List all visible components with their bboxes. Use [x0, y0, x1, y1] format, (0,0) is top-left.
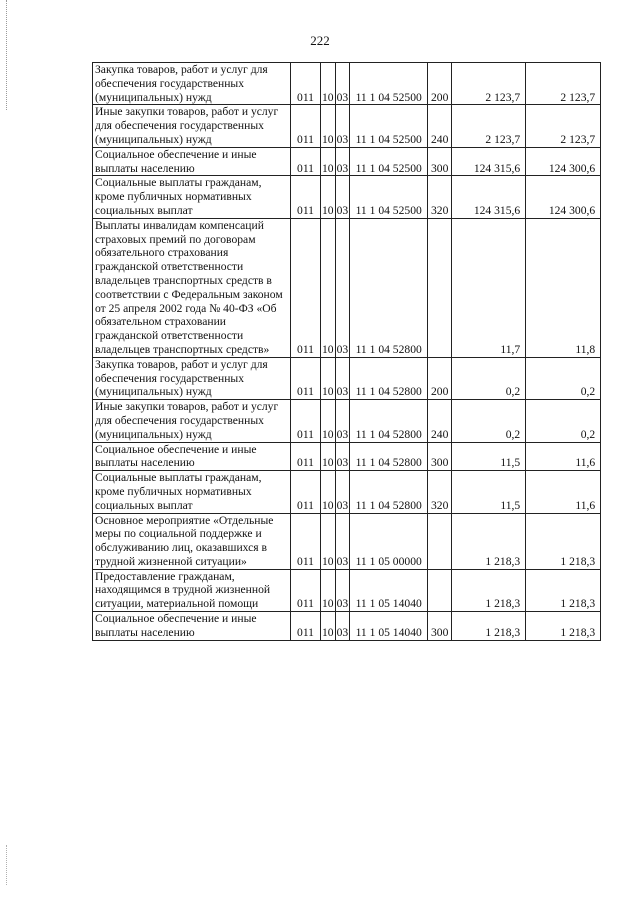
row-rz-cell: 10 — [321, 63, 336, 105]
table-body — [93, 63, 601, 641]
row-sum1-cell: 1 218,3 — [452, 569, 526, 611]
row-gr-cell: 011 — [291, 218, 321, 357]
row-sum1-cell: 1 218,3 — [452, 513, 526, 569]
row-sum1-cell: 124 315,6 — [452, 147, 526, 176]
row-csr-cell: 11 1 04 52800 — [350, 400, 428, 442]
row-gr-cell: 011 — [291, 147, 321, 176]
table-row — [93, 63, 601, 105]
row-sum1-cell: 1 218,3 — [452, 612, 526, 641]
row-name-cell: Закупка товаров, работ и услуг для обеспечения государственных (муниципальных) нужд — [93, 357, 291, 399]
row-name-cell: Социальные выплаты гражданам, кроме публичных нормативных социальных выплат — [93, 176, 291, 218]
row-sum2-cell: 2 123,7 — [526, 105, 601, 147]
row-sum2-cell: 11,8 — [526, 218, 601, 357]
budget-table-container — [92, 62, 601, 641]
row-rz-cell: 10 — [321, 218, 336, 357]
row-rz-cell: 10 — [321, 612, 336, 641]
row-sum2-cell: 11,6 — [526, 471, 601, 513]
row-vr-cell: 320 — [428, 471, 452, 513]
row-rz-cell: 10 — [321, 400, 336, 442]
row-csr-cell: 11 1 05 14040 — [350, 612, 428, 641]
row-name-cell: Социальное обеспечение и иные выплаты населению — [93, 612, 291, 641]
row-gr-cell: 011 — [291, 442, 321, 471]
row-csr-cell: 11 1 04 52500 — [350, 63, 428, 105]
row-sum2-cell: 2 123,7 — [526, 63, 601, 105]
table-row — [93, 569, 601, 611]
row-name-cell: Закупка товаров, работ и услуг для обеспечения государственных (муниципальных) нужд — [93, 63, 291, 105]
row-pr-cell: 03 — [335, 612, 350, 641]
row-gr-cell: 011 — [291, 569, 321, 611]
row-vr-cell — [428, 569, 452, 611]
row-rz-cell: 10 — [321, 569, 336, 611]
row-sum2-cell: 0,2 — [526, 357, 601, 399]
row-name-cell: Выплаты инвалидам компенсаций страховых премий по договорам обязательного страхования гражданской ответственности владельцев транспортных средств в соответствии с Федеральным законом от 25 апреля 2002 года № 40-ФЗ «Об обязательном страховании гражданской ответственности владельцев транспортных средств» — [93, 218, 291, 357]
row-sum1-cell: 0,2 — [452, 357, 526, 399]
row-gr-cell: 011 — [291, 105, 321, 147]
row-rz-cell: 10 — [321, 147, 336, 176]
table-row — [93, 218, 601, 357]
row-sum1-cell: 11,7 — [452, 218, 526, 357]
page-number: 222 — [310, 33, 330, 48]
row-name-cell: Социальное обеспечение и иные выплаты населению — [93, 442, 291, 471]
row-sum2-cell: 11,6 — [526, 442, 601, 471]
row-csr-cell: 11 1 04 52800 — [350, 442, 428, 471]
row-pr-cell: 03 — [335, 218, 350, 357]
row-rz-cell: 10 — [321, 442, 336, 471]
row-pr-cell: 03 — [335, 176, 350, 218]
row-pr-cell: 03 — [335, 105, 350, 147]
table-row — [93, 513, 601, 569]
row-csr-cell: 11 1 04 52800 — [350, 357, 428, 399]
row-rz-cell: 10 — [321, 176, 336, 218]
scan-margin-mark — [6, 0, 9, 110]
row-pr-cell: 03 — [335, 147, 350, 176]
row-pr-cell: 03 — [335, 569, 350, 611]
row-gr-cell: 011 — [291, 400, 321, 442]
row-csr-cell: 11 1 04 52800 — [350, 218, 428, 357]
row-rz-cell: 10 — [321, 357, 336, 399]
row-vr-cell — [428, 218, 452, 357]
row-csr-cell: 11 1 04 52800 — [350, 471, 428, 513]
row-gr-cell: 011 — [291, 63, 321, 105]
row-vr-cell — [428, 513, 452, 569]
row-pr-cell: 03 — [335, 471, 350, 513]
table-row — [93, 147, 601, 176]
row-gr-cell: 011 — [291, 471, 321, 513]
row-pr-cell: 03 — [335, 63, 350, 105]
row-sum2-cell: 1 218,3 — [526, 513, 601, 569]
table-row — [93, 442, 601, 471]
row-csr-cell: 11 1 05 14040 — [350, 569, 428, 611]
row-sum1-cell: 2 123,7 — [452, 105, 526, 147]
row-vr-cell: 320 — [428, 176, 452, 218]
row-csr-cell: 11 1 04 52500 — [350, 147, 428, 176]
row-rz-cell: 10 — [321, 471, 336, 513]
row-rz-cell: 10 — [321, 105, 336, 147]
row-csr-cell: 11 1 04 52500 — [350, 105, 428, 147]
row-sum2-cell: 0,2 — [526, 400, 601, 442]
table-row — [93, 612, 601, 641]
row-vr-cell: 300 — [428, 147, 452, 176]
row-sum1-cell: 124 315,6 — [452, 176, 526, 218]
row-sum1-cell: 11,5 — [452, 442, 526, 471]
row-vr-cell: 200 — [428, 357, 452, 399]
row-name-cell: Иные закупки товаров, работ и услуг для обеспечения государственных (муниципальных) нужд — [93, 400, 291, 442]
table-row — [93, 400, 601, 442]
row-name-cell: Социальные выплаты гражданам, кроме публичных нормативных социальных выплат — [93, 471, 291, 513]
row-csr-cell: 11 1 05 00000 — [350, 513, 428, 569]
row-pr-cell: 03 — [335, 442, 350, 471]
row-name-cell: Предоставление гражданам, находящимся в трудной жизненной ситуации, материальной помощи — [93, 569, 291, 611]
row-csr-cell: 11 1 04 52500 — [350, 176, 428, 218]
row-gr-cell: 011 — [291, 176, 321, 218]
row-vr-cell: 240 — [428, 400, 452, 442]
row-sum1-cell: 11,5 — [452, 471, 526, 513]
row-name-cell: Основное мероприятие «Отдельные меры по социальной поддержке и обслуживанию лиц, оказавшихся в трудной жизненной ситуации» — [93, 513, 291, 569]
row-vr-cell: 200 — [428, 63, 452, 105]
row-gr-cell: 011 — [291, 513, 321, 569]
row-rz-cell: 10 — [321, 513, 336, 569]
table-row — [93, 176, 601, 218]
row-sum1-cell: 0,2 — [452, 400, 526, 442]
scan-margin-mark — [6, 845, 9, 885]
row-gr-cell: 011 — [291, 357, 321, 399]
row-sum1-cell: 2 123,7 — [452, 63, 526, 105]
row-sum2-cell: 124 300,6 — [526, 147, 601, 176]
budget-table — [92, 62, 601, 641]
row-sum2-cell: 124 300,6 — [526, 176, 601, 218]
row-name-cell: Иные закупки товаров, работ и услуг для обеспечения государственных (муниципальных) нужд — [93, 105, 291, 147]
row-name-cell: Социальное обеспечение и иные выплаты населению — [93, 147, 291, 176]
table-row — [93, 105, 601, 147]
row-vr-cell: 240 — [428, 105, 452, 147]
table-row — [93, 357, 601, 399]
row-pr-cell: 03 — [335, 357, 350, 399]
row-sum2-cell: 1 218,3 — [526, 569, 601, 611]
row-gr-cell: 011 — [291, 612, 321, 641]
row-pr-cell: 03 — [335, 400, 350, 442]
row-vr-cell: 300 — [428, 612, 452, 641]
table-row — [93, 471, 601, 513]
row-vr-cell: 300 — [428, 442, 452, 471]
row-pr-cell: 03 — [335, 513, 350, 569]
row-sum2-cell: 1 218,3 — [526, 612, 601, 641]
